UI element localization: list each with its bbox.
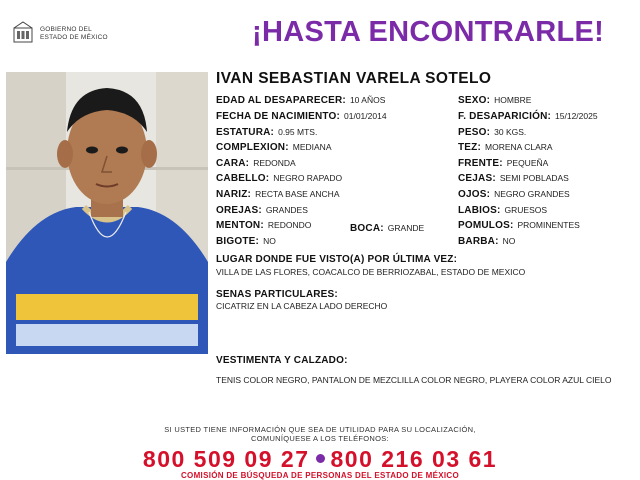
field-fecha-nacimiento: [216, 111, 387, 122]
field-peso-value: 30 KGS.: [494, 127, 527, 137]
field-edad: [216, 95, 385, 106]
field-fecha-desaparicion-label: F. DESAPARICIÓN:: [458, 111, 552, 122]
field-barba: [458, 236, 515, 247]
field-frente: [458, 158, 548, 169]
field-nariz-label: NARIZ:: [216, 189, 252, 200]
field-orejas-label: OREJAS:: [216, 205, 262, 216]
field-cabello-label: CABELLO:: [216, 173, 270, 184]
field-frente-value: PEQUEÑA: [506, 158, 549, 168]
person-name: IVAN SEBASTIAN VARELA SOTELO: [216, 70, 492, 87]
field-menton: [216, 220, 311, 231]
field-fecha-desaparicion-value: 15/12/2025: [555, 111, 598, 121]
field-tez: [458, 142, 553, 153]
logo-line-2: ESTADO DE MÉXICO: [40, 33, 108, 41]
field-cara-label: CARA:: [216, 158, 250, 169]
field-edad-value: 10 AÑOS: [349, 95, 386, 105]
phone-numbers: [0, 446, 640, 473]
field-sexo-value: HOMBRE: [494, 95, 532, 105]
contact-notice-line-2: COMUNÍQUESE A LOS TELÉFONOS:: [251, 434, 389, 443]
field-sexo: [458, 95, 531, 106]
field-cejas-label: CEJAS:: [458, 173, 496, 184]
marks-value: CICATRIZ EN LA CABEZA LADO DERECHO: [216, 301, 388, 311]
logo-line-1: GOBIERNO DEL: [40, 26, 92, 33]
field-edad-label: EDAD AL DESAPARECER:: [216, 95, 346, 106]
field-cejas-value: SEMI POBLADAS: [499, 173, 569, 183]
field-complexion-value: MEDIANA: [292, 142, 332, 152]
field-menton-value: REDONDO: [267, 220, 312, 230]
field-labios-value: GRUESOS: [504, 205, 548, 215]
portrait-illustration: [6, 72, 208, 354]
field-barba-label: BARBA:: [458, 236, 499, 247]
missing-person-photo: [6, 72, 208, 354]
field-peso: [458, 127, 526, 138]
field-cabello-value: NEGRO RAPADO: [273, 173, 343, 183]
field-ojos-value: NEGRO GRANDES: [494, 189, 570, 199]
commission-name: COMISIÓN DE BÚSQUEDA DE PERSONAS DEL ESTADO DE MÉXICO: [180, 471, 459, 480]
field-fecha-nacimiento-value: 01/01/2014: [344, 111, 387, 121]
field-boca-label: BOCA:: [350, 223, 384, 234]
field-estatura-label: ESTATURA:: [216, 127, 275, 138]
field-sexo-label: SEXO:: [458, 95, 491, 106]
field-bigote-label: BIGOTE:: [216, 236, 260, 247]
phone-2[interactable]: 800 216 03 61: [330, 446, 498, 472]
phone-1[interactable]: 800 509 09 27: [142, 446, 310, 472]
last-seen-label: LUGAR DONDE FUE VISTO(A) POR ÚLTIMA VEZ:: [216, 254, 458, 265]
field-menton-label: MENTON:: [216, 220, 264, 231]
field-bigote: [216, 236, 276, 247]
field-orejas-value: GRANDES: [265, 205, 308, 215]
field-pomulos: [458, 220, 580, 231]
government-logo: [10, 20, 120, 46]
field-boca-value: GRANDE: [387, 223, 425, 233]
headline: ¡HASTA ENCONTRARLE!: [252, 16, 605, 48]
field-estatura: [216, 127, 317, 138]
clothing-value: TENIS COLOR NEGRO, PANTALON DE MEZCLILLA COLOR NEGRO, PLAYERA COLOR AZUL CIELO: [216, 375, 612, 385]
field-bigote-value: NO: [263, 236, 276, 246]
field-ojos-label: OJOS:: [458, 189, 491, 200]
marks-label: SENAS PARTICULARES:: [216, 289, 338, 300]
field-pomulos-value: PROMINENTES: [517, 220, 580, 230]
state-emblem-icon: [10, 20, 36, 46]
field-estatura-value: 0.95 MTS.: [278, 127, 318, 137]
field-fecha-nacimiento-label: FECHA DE NACIMIENTO:: [216, 111, 340, 122]
clothing-label: VESTIMENTA Y CALZADO:: [216, 355, 348, 366]
field-barba-value: NO: [502, 236, 516, 246]
field-frente-label: FRENTE:: [458, 158, 503, 169]
field-ojos: [458, 189, 570, 200]
contact-notice: [0, 425, 640, 443]
field-tez-value: MORENA CLARA: [485, 142, 553, 152]
field-nariz: [216, 189, 340, 200]
last-seen-value: VILLA DE LAS FLORES, COACALCO DE BERRIOZABAL, ESTADO DE MEXICO: [216, 267, 526, 277]
field-fecha-desaparicion: [458, 111, 598, 122]
field-cara: [216, 158, 296, 169]
contact-notice-line-1: SI USTED TIENE INFORMACIÓN QUE SEA DE UTILIDAD PARA SU LOCALIZACIÓN,: [164, 425, 476, 434]
field-labios: [458, 205, 547, 216]
field-peso-label: PESO:: [458, 127, 491, 138]
field-boca: [350, 223, 424, 234]
field-tez-label: TEZ:: [458, 142, 482, 153]
field-cabello: [216, 173, 342, 184]
field-complexion: [216, 142, 332, 153]
bullet-dot-icon: [316, 454, 325, 463]
field-orejas: [216, 205, 308, 216]
field-cara-value: REDONDA: [253, 158, 296, 168]
field-labios-label: LABIOS:: [458, 205, 501, 216]
field-complexion-label: COMPLEXION:: [216, 142, 289, 153]
field-cejas: [458, 173, 569, 184]
field-nariz-value: RECTA BASE ANCHA: [255, 189, 340, 199]
field-pomulos-label: POMULOS:: [458, 220, 514, 231]
